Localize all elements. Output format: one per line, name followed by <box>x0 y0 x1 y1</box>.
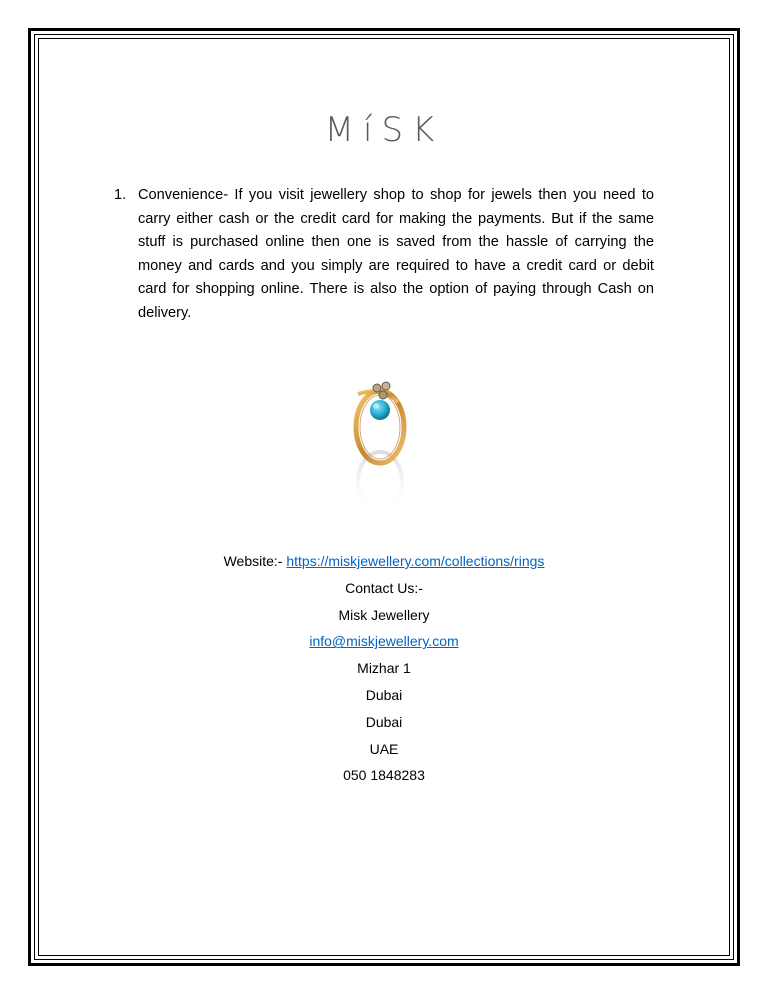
benefits-list <box>114 184 654 325</box>
company-name: Misk Jewellery <box>338 606 430 623</box>
country-line: UAE <box>369 740 399 757</box>
misk-logo: MíSK <box>324 110 444 150</box>
ring-icon <box>336 372 426 522</box>
contact-heading: Contact Us:- <box>345 579 423 596</box>
phone-line: 050 1848283 <box>343 767 425 784</box>
region-line: Dubai <box>365 713 403 730</box>
list-item <box>114 184 654 325</box>
contact-section <box>0 548 768 789</box>
list-item-text: Convenience- If you visit jewellery shop to shop for jewels then you need to carry either cash or the credit card for making the payments. But if the same stuff is purchased online then one is saved from the hassle of carrying the money and cards and you simply are required to have a credit card or debit card for shopping online. There is also the option of paying through Cash on delivery. <box>138 187 654 321</box>
email-line <box>0 628 768 655</box>
website-line <box>0 548 768 575</box>
website-link[interactable]: https://miskjewellery.com/collections/rings <box>286 553 545 569</box>
list-marker: 1. <box>114 187 127 203</box>
address-line: Mizhar 1 <box>357 660 411 677</box>
email-link[interactable]: info@miskjewellery.com <box>309 633 459 650</box>
city-line: Dubai <box>365 686 403 703</box>
website-label: Website:- <box>223 553 283 569</box>
